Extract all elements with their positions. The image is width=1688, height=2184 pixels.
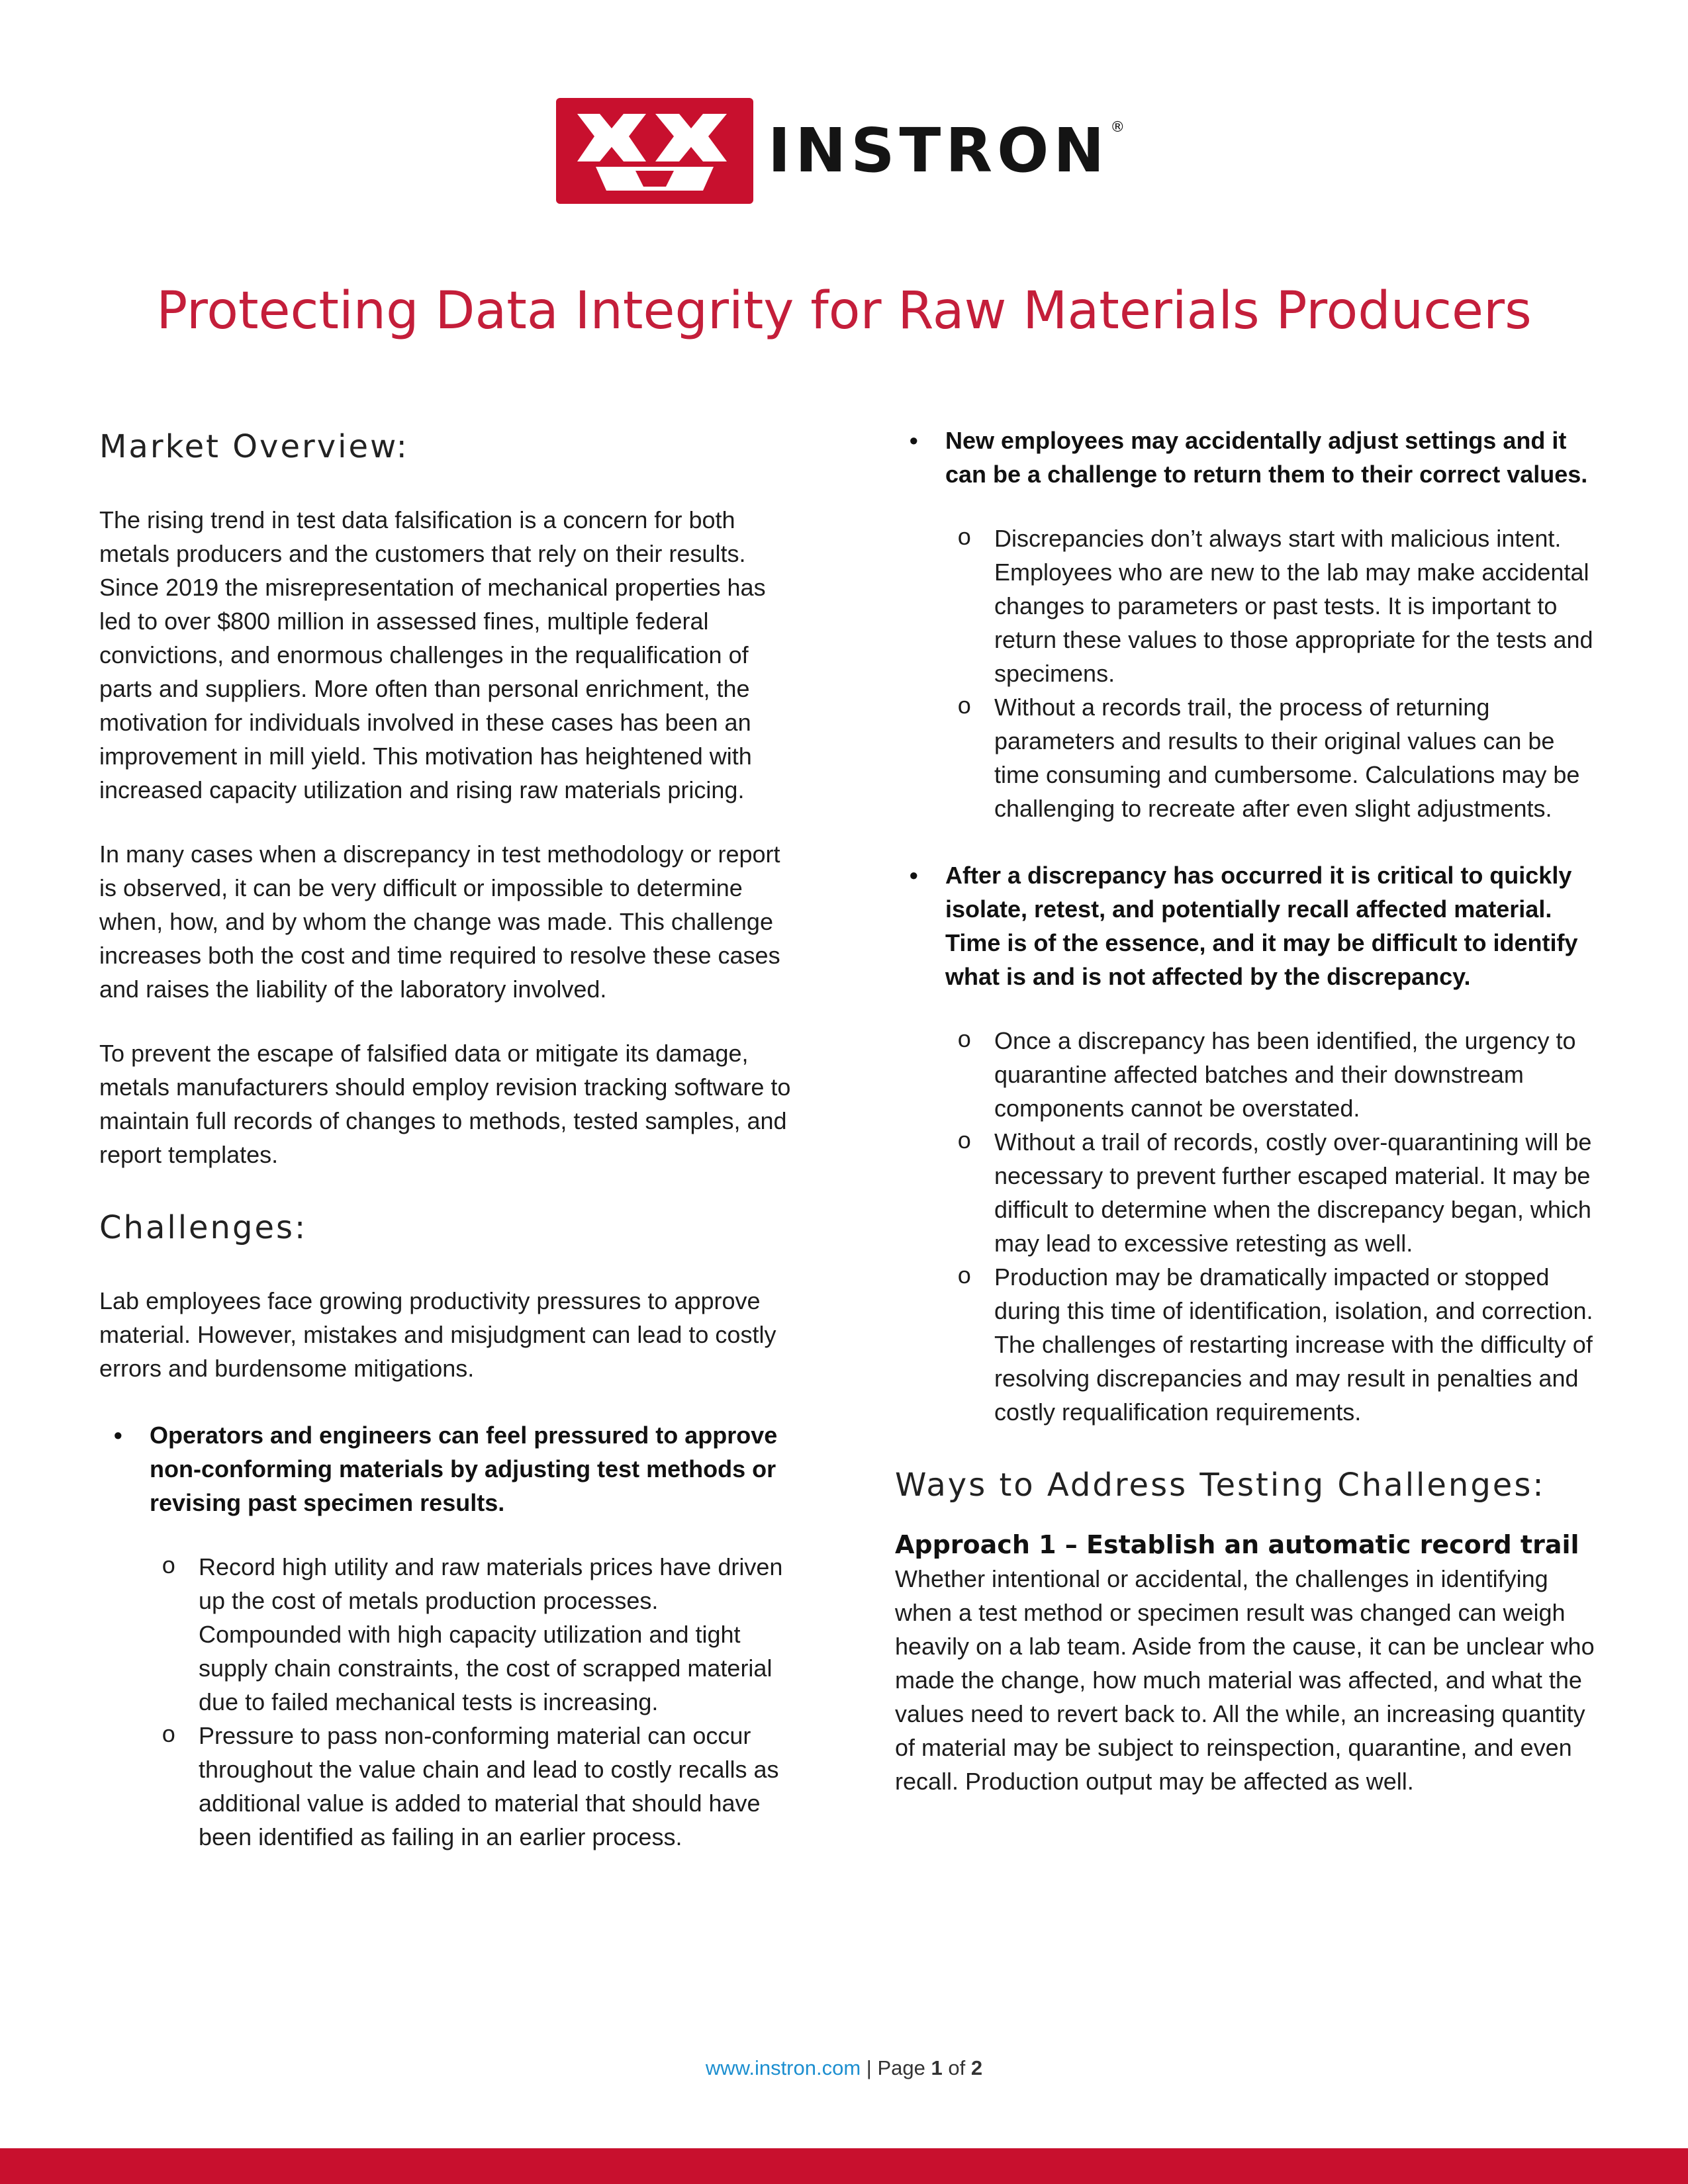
page-word: Page <box>877 2056 925 2079</box>
ways-heading: Ways to Address Testing Challenges: <box>895 1467 1546 1504</box>
left-column <box>99 424 801 1854</box>
instron-logo <box>556 98 1129 204</box>
website-link[interactable]: www.instron.com <box>705 2056 861 2079</box>
sub-bullet-item: o Without a records trail, the process of returning parameters and results to their original values can be time consuming and cumbersome. Calculations may be challenging to recreate after even slight adjustments. <box>895 690 1597 825</box>
bullet-dot-icon: • <box>114 1422 122 1449</box>
sub-bullet-item: o Record high utility and raw materials prices have driven up the cost of metals production processes. Compounded with high capacity utilization and tight supply chain constraints, the cost of scrapped material due to failed mechanical tests is increasing. <box>99 1550 801 1719</box>
sub-bullet-item: o Pressure to pass non-conforming material can occur throughout the value chain and lead to costly recalls as additional value is added to material that should have been identified as failing in an earlier process. <box>99 1719 801 1854</box>
market-paragraph-2: In many cases when a discrepancy in test methodology or report is observed, it can be very difficult or impossible to determine when, how, and by whom the change was made. This challenge increases both the cost and time required to resolve these cases and raises the liability of the laboratory involved. <box>99 841 780 1003</box>
circle-bullet-icon: o <box>957 1128 972 1156</box>
of-word: of <box>948 2056 966 2079</box>
circle-bullet-icon: o <box>162 1722 176 1749</box>
market-overview-heading: Market Overview: <box>99 428 409 465</box>
document-title: Protecting Data Integrity for Raw Materials Producers <box>156 281 1532 341</box>
footer-accent-bar <box>0 2148 1688 2184</box>
bullet-dot-icon: • <box>910 862 918 889</box>
circle-bullet-icon: o <box>162 1553 176 1580</box>
circle-bullet-icon: o <box>957 525 972 552</box>
bullet-dot-icon: • <box>910 427 918 454</box>
page-current: 1 <box>931 2056 943 2079</box>
market-paragraph-1: The rising trend in test data falsification is a concern for both metals producers and the customers that rely on their results. Since 2019 the misrepresentation of mechanical properties has led to over $800 million in assessed fines, multiple federal convictions, and enormous challenges in the requalification of parts and suppliers. More often than personal enrichment, the motivation for individuals involved in these cases has been an improvement in mill yield. This motivation has heightened with increased capacity utilization and rising raw materials pricing. <box>99 506 766 803</box>
challenges-heading: Challenges: <box>99 1209 308 1246</box>
sub-bullet-item: o Discrepancies don’t always start with malicious intent. Employees who are new to the lab may make accidental changes to parameters or past tests. It is important to return these values to those appropriate for the tests and specimens. <box>895 522 1597 690</box>
circle-bullet-icon: o <box>957 1263 972 1291</box>
sub-bullet-item: o Without a trail of records, costly over-quarantining will be necessary to prevent further escaped material. It may be difficult to determine when the discrepancy began, which may lead to excessive retesting as well. <box>895 1125 1597 1260</box>
sub-bullet-item: o Production may be dramatically impacted or stopped during this time of identification, isolation, and correction. The challenges of restarting increase with the difficulty of resolving discrepancies and may result in penalties and costly requalification requirements. <box>895 1260 1597 1429</box>
page-footer <box>0 2055 1688 2081</box>
page-total: 2 <box>970 2056 983 2079</box>
instron-wordmark: INSTRON® <box>768 115 1130 186</box>
bullet-item: • Operators and engineers can feel pressured to approve non-conforming materials by adjusting test methods or revising past specimen results. <box>99 1418 801 1520</box>
right-column <box>895 424 1597 1798</box>
circle-bullet-icon: o <box>957 1027 972 1054</box>
instron-logo-mark-icon <box>556 98 753 204</box>
approach-title: Approach 1 – Establish an automatic record trail <box>895 1530 1579 1559</box>
circle-bullet-icon: o <box>957 694 972 721</box>
bullet-item: • After a discrepancy has occurred it is critical to quickly isolate, retest, and potentially recall affected material. Time is of the essence, and it may be difficult to identify what is and is not affected by the discrepancy. <box>895 858 1597 993</box>
approach-text: Whether intentional or accidental, the challenges in identifying when a test method or specimen result was changed can weigh heavily on a lab team. Aside from the cause, it can be unclear who made the change, how much material was affected, and what the values need to revert back to. All the while, an increasing quantity of material may be subject to reinspection, quarantine, and even recall. Production output may be affected as well. <box>895 1565 1595 1795</box>
sub-bullet-item: o Once a discrepancy has been identified, the urgency to quarantine affected batches and their downstream components cannot be overstated. <box>895 1024 1597 1125</box>
market-paragraph-3: To prevent the escape of falsified data or mitigate its damage, metals manufacturers should employ revision tracking software to maintain full records of changes to methods, tested samples, and report templates. <box>99 1040 791 1168</box>
challenges-intro: Lab employees face growing productivity pressures to approve material. However, mistakes and misjudgment can lead to costly errors and burdensome mitigations. <box>99 1287 776 1382</box>
footer-separator: | <box>866 2056 872 2079</box>
bullet-item: • New employees may accidentally adjust settings and it can be a challenge to return them to their correct values. <box>895 424 1597 491</box>
